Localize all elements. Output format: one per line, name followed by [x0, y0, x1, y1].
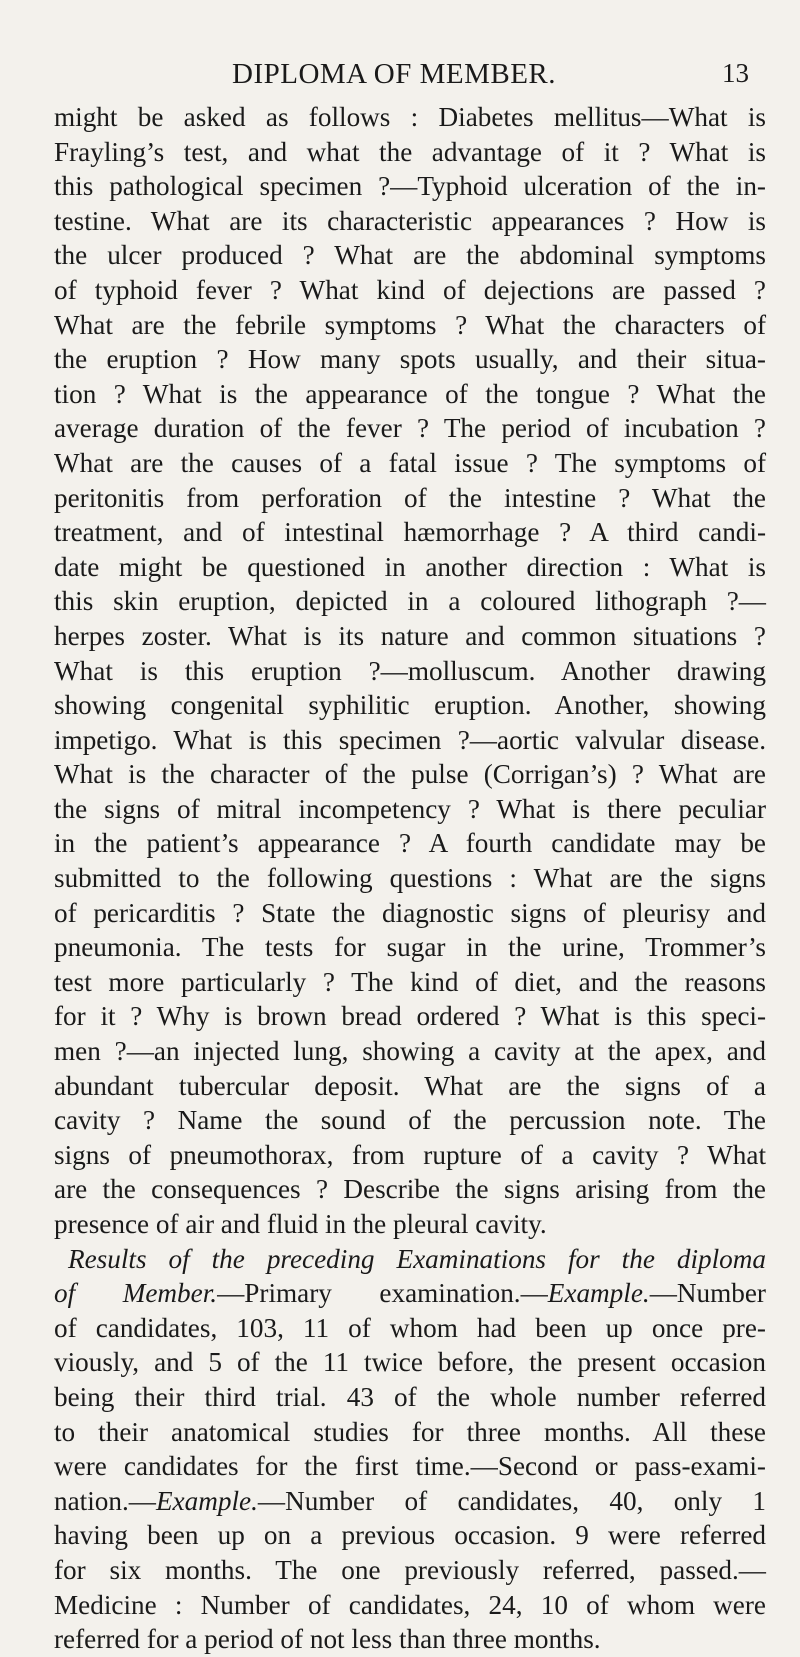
running-head [0, 58, 800, 92]
text-line: the ulcer produced ? What are the abdominal symptoms [54, 240, 766, 271]
page-number: 13 [722, 58, 749, 88]
text-line: impetigo. What is this specimen ?—aortic valvular disease. [54, 724, 766, 755]
text-line: having been up on a previous occasion. 9 were referred [54, 1520, 766, 1551]
text-line: pneumonia. The tests for sugar in the urine, Trommer’s [54, 932, 766, 963]
text-line: date might be questioned in another direction : What is [54, 551, 766, 582]
text-line: What are the febrile symptoms ? What the characters of [54, 309, 766, 340]
text-line: test more particularly ? The kind of diet, and the reasons [54, 966, 766, 997]
text-line: in the patient’s appearance ? A fourth candidate may be [54, 828, 766, 859]
text-line: What is this eruption ?—molluscum. Another drawing [54, 655, 766, 686]
text-line: men ?—an injected lung, showing a cavity at the apex, and [54, 1036, 766, 1067]
italic-heading: Results of the preceding Examinations for the diploma [68, 1243, 766, 1274]
italic-heading: of Member. [54, 1278, 218, 1309]
text-line: might be asked as follows : Diabetes mellitus—What is [54, 102, 766, 132]
text-line-paragraph-end: presence of air and fluid in the pleural cavity. [54, 1209, 547, 1239]
text-line: are the consequences ? Describe the signs arising from the [54, 1174, 766, 1205]
text-line: What is the character of the pulse (Corrigan’s) ? What are [54, 759, 766, 790]
text-line: for six months. The one previously referred, passed.— [54, 1554, 766, 1585]
section-heading-line [54, 1242, 766, 1277]
text-line: this skin eruption, depicted in a coloured lithograph ?— [54, 586, 766, 617]
text-line: being their third trial. 43 of the whole number referred [54, 1381, 766, 1412]
text-line: tion ? What is the appearance of the tongue ? What the [54, 378, 766, 409]
text-line: showing congenital syphilitic eruption. Another, showing [54, 690, 766, 721]
text-line: of Member.—Primary examination.—Example.—Number [54, 1278, 766, 1309]
text-line: average duration of the fever ? The period of incubation ? [54, 413, 766, 444]
text-line: Medicine : Number of candidates, 24, 10 of whom were [54, 1589, 766, 1620]
text-line: peritonitis from perforation of the intestine ? What the [54, 482, 766, 513]
text-line: the signs of mitral incompetency ? What is there peculiar [54, 793, 766, 824]
text-line: Frayling’s test, and what the advantage of it ? What is [54, 136, 766, 167]
text-line: of typhoid fever ? What kind of dejections are passed ? [54, 274, 766, 305]
text-line: submitted to the following questions : What are the signs [54, 863, 766, 894]
text-line: viously, and 5 of the 11 twice before, the present occasion [54, 1347, 766, 1378]
text-line: herpes zoster. What is its nature and common situations ? [54, 620, 766, 651]
italic-example: Example. [155, 1485, 258, 1516]
text-line: of candidates, 103, 11 of whom had been up once pre- [54, 1312, 766, 1343]
text-line: this pathological specimen ?—Typhoid ulceration of the in- [54, 171, 766, 202]
text-line: treatment, and of intestinal hæmorrhage ? A third candi- [54, 517, 766, 548]
running-title: DIPLOMA OF MEMBER. [232, 58, 557, 90]
text-line: were candidates for the first time.—Second or pass-exami- [54, 1451, 766, 1482]
text-line: What are the causes of a fatal issue ? The symptoms of [54, 447, 766, 478]
text-line: for it ? Why is brown bread ordered ? What is this speci- [54, 1001, 766, 1032]
text-line: abundant tubercular deposit. What are the signs of a [54, 1070, 766, 1101]
italic-example: Example. [547, 1278, 650, 1309]
text-line: testine. What are its characteristic appearances ? How is [54, 205, 766, 236]
text-line-paragraph-end: referred for a period of not less than three months. [54, 1624, 601, 1655]
text-line: of pericarditis ? State the diagnostic signs of pleurisy and [54, 897, 766, 928]
text-line: signs of pneumothorax, from rupture of a cavity ? What [54, 1139, 766, 1170]
text-line: to their anatomical studies for three months. All these [54, 1416, 766, 1447]
text-line: nation.—Example.—Number of candidates, 40, only 1 [54, 1485, 766, 1516]
text-line: the eruption ? How many spots usually, and their situa- [54, 344, 766, 375]
body-text [54, 100, 766, 1657]
text-line: cavity ? Name the sound of the percussion note. The [54, 1105, 766, 1136]
